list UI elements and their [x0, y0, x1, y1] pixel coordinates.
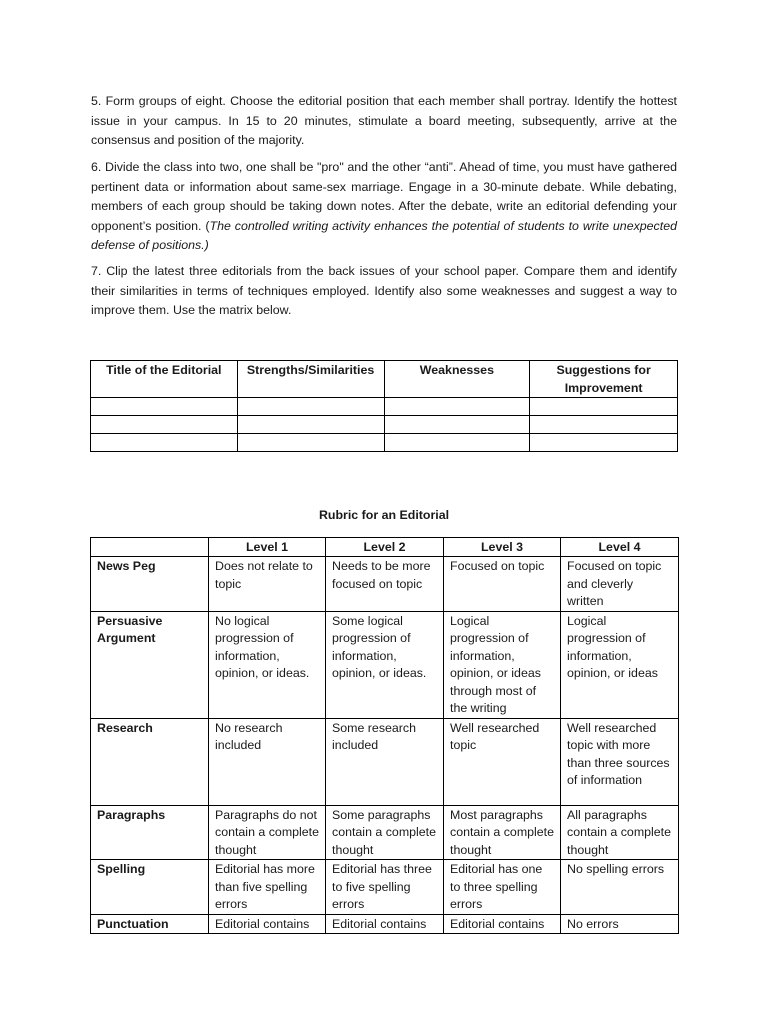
matrix-cell: [237, 434, 384, 452]
item-7-paragraph: 7. Clip the latest three editorials from the back issues of your school paper. Compare them and identify their similarities in terms of techniques employed. Identify also some weaknesses and suggest a way to improve them. Use the matrix below.: [91, 264, 677, 317]
rubric-header-level-1: Level 1: [209, 538, 326, 557]
rubric-cell: Editorial has one to three spelling errors: [444, 860, 561, 915]
matrix-cell: [384, 434, 530, 452]
matrix-cell: [384, 416, 530, 434]
matrix-header-strengths: Strengths/Similarities: [237, 361, 384, 398]
item-6-text: 6. Divide the class into two, one shall be "pro" and the other “anti”. Ahead of time, you must have gathered pertinent data or information about same-sex marriage. Engage in a 30-minute debate. While debating, members of each group should be taking down notes. After the debate, write an editorial defending your opponent’s position. (: [91, 160, 677, 233]
rubric-header-row: [91, 538, 679, 557]
rubric-row-spelling: [91, 860, 679, 915]
editorial-matrix-table: [90, 360, 678, 452]
matrix-row: [91, 416, 678, 434]
rubric-cell: Paragraphs do not contain a complete thought: [209, 805, 326, 860]
rubric-cell: Editorial contains: [326, 914, 444, 934]
matrix-header-suggestions: Suggestions for Improvement: [530, 361, 678, 398]
rubric-cell: Editorial contains: [209, 914, 326, 934]
rubric-row-persuasive-argument: [91, 611, 679, 718]
rubric-cell: Editorial has three to five spelling errors: [326, 860, 444, 915]
rubric-cell: No research included: [209, 718, 326, 805]
rubric-cell: Needs to be more focused on topic: [326, 557, 444, 612]
rubric-criterion: Punctuation: [91, 914, 209, 934]
item-6-paragraph: [91, 158, 677, 256]
rubric-header-level-2: Level 2: [326, 538, 444, 557]
rubric-cell: Focused on topic and cleverly written: [561, 557, 679, 612]
matrix-cell: [91, 398, 238, 416]
matrix-cell: [237, 416, 384, 434]
matrix-cell: [530, 416, 678, 434]
rubric-cell: Some paragraphs contain a complete thought: [326, 805, 444, 860]
rubric-row-news-peg: [91, 557, 679, 612]
rubric-table: [90, 537, 679, 934]
matrix-cell: [237, 398, 384, 416]
rubric-row-paragraphs: [91, 805, 679, 860]
rubric-criterion: News Peg: [91, 557, 209, 612]
matrix-header-weaknesses: Weaknesses: [384, 361, 530, 398]
rubric-cell: Editorial contains: [444, 914, 561, 934]
rubric-criterion: Spelling: [91, 860, 209, 915]
rubric-header-criteria: [91, 538, 209, 557]
rubric-cell: Logical progression of information, opinion, or ideas: [561, 611, 679, 718]
rubric-cell: Some research included: [326, 718, 444, 805]
rubric-cell: No logical progression of information, opinion, or ideas.: [209, 611, 326, 718]
rubric-cell: Most paragraphs contain a complete thought: [444, 805, 561, 860]
rubric-cell: All paragraphs contain a complete thought: [561, 805, 679, 860]
matrix-header-row: [91, 361, 678, 398]
rubric-title: Rubric for an Editorial: [318, 508, 450, 522]
matrix-cell: [91, 434, 238, 452]
rubric-cell: Well researched topic: [444, 718, 561, 805]
matrix-cell: [530, 434, 678, 452]
rubric-cell: Focused on topic: [444, 557, 561, 612]
rubric-row-punctuation: [91, 914, 679, 934]
matrix-cell: [384, 398, 530, 416]
rubric-cell: Some logical progression of information, opinion, or ideas.: [326, 611, 444, 718]
rubric-cell: No spelling errors: [561, 860, 679, 915]
rubric-criterion: Persuasive Argument: [91, 611, 209, 718]
rubric-criterion: Research: [91, 718, 209, 805]
rubric-cell: Editorial has more than five spelling errors: [209, 860, 326, 915]
rubric-header-level-4: Level 4: [561, 538, 679, 557]
rubric-criterion: Paragraphs: [91, 805, 209, 860]
rubric-cell: No errors: [561, 914, 679, 934]
rubric-row-research: [91, 718, 679, 805]
rubric-cell: Well researched topic with more than three sources of information: [561, 718, 679, 805]
matrix-row: [91, 398, 678, 416]
matrix-cell: [530, 398, 678, 416]
item-5-paragraph: 5. Form groups of eight. Choose the editorial position that each member shall portray. Identify the hottest issue in your campus. In 15 to 20 minutes, stimulate a board meeting, subsequently, arrive at the consensus and position of the majority.: [91, 94, 677, 147]
rubric-cell: Logical progression of information, opinion, or ideas through most of the writing: [444, 611, 561, 718]
item-6-italic-note: The controlled writing activity enhances the potential of students to write unexpected defense of positions.): [91, 218, 677, 252]
matrix-cell: [91, 416, 238, 434]
rubric-header-level-3: Level 3: [444, 538, 561, 557]
matrix-header-title: Title of the Editorial: [91, 361, 238, 398]
rubric-cell: Does not relate to topic: [209, 557, 326, 612]
matrix-row: [91, 434, 678, 452]
